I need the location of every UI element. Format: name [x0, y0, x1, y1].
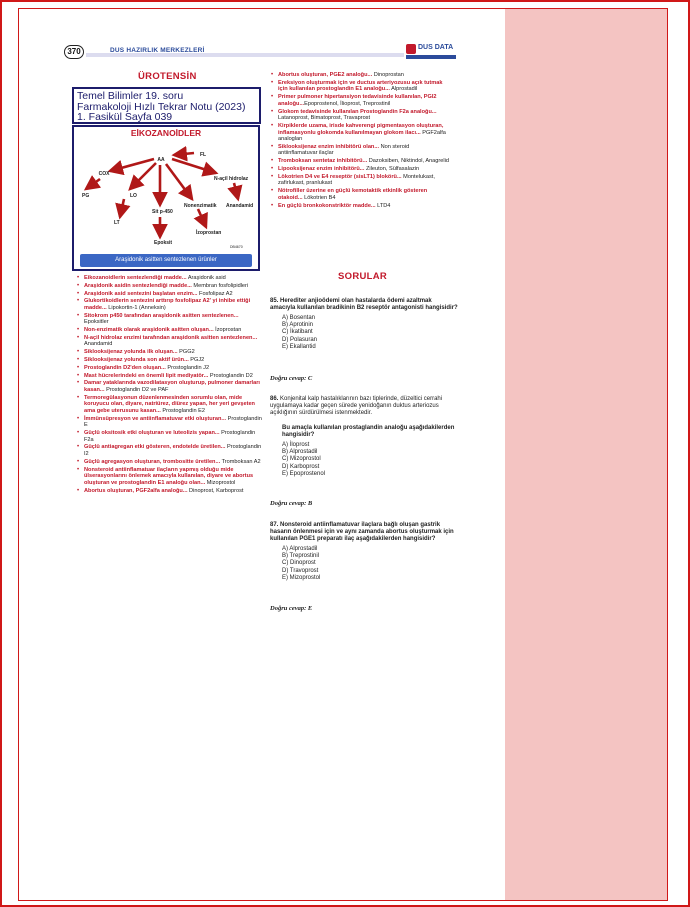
bullet-question: Siklooksijenaz yolunda son aktif ürün...	[84, 357, 189, 364]
bullet-answer: PGJ2	[188, 357, 205, 364]
bullet-question: Glukortikoidlerin sentezini arttırıp fosfolipaz A2' yi inhibe ettiği madde...	[84, 298, 251, 311]
option-c: C) İkatibant	[282, 329, 313, 336]
node-cyp: Sit p-450	[152, 209, 173, 215]
bullet-item	[270, 144, 450, 157]
bullet-question: Nonsteroid antiinflamatuar ilaçların yapmış olduğu mide ülserasyonlarını önlemek amacıyla kullanılan, diyare ve abortus oluşturan ve prostoglandin E1 analoğu olan...	[84, 466, 254, 486]
question-text: Nonsteroid antiinflamatuvar ilaçlara bağlı oluşan gastrik hasarın önlenmesi için ve aynı zamanda abortus oluşturmak için kullanılan PGE1 preparatı ilaç aşağıdakilerden hangisidir?	[270, 522, 454, 542]
bullet-question: İmmünsüpresyon ve antiinflamatuvar etki oluşturan...	[84, 415, 227, 422]
bullet-item	[76, 275, 262, 282]
question-87	[270, 522, 458, 582]
bullet-item	[76, 373, 262, 380]
bullet-item	[76, 488, 262, 495]
bullet-answer: Membran fosfolipidleri	[191, 282, 249, 289]
option-a: A) İloprost	[282, 442, 310, 448]
bullet-question: Non-enzimatik olarak araşidonik asitten oluşan...	[84, 327, 214, 334]
overlay-line-3: 1. Fasikül Sayfa 039	[77, 111, 173, 123]
bullet-answer: Araşidonik asid	[186, 275, 226, 281]
bullet-question: Güçlü oksitosik etki oluşturan ve luteolizis yapan...	[84, 430, 220, 437]
bullet-item	[76, 298, 262, 311]
overlay-line-2: Farmakoloji Hızlı Tekrar Notu (2023)	[77, 100, 246, 113]
question-86	[270, 396, 458, 478]
bullet-answer: Epoprostenol, İlioprost, Treprostinil	[304, 100, 391, 107]
option-e: E) Epoprostenol	[282, 470, 326, 477]
bullet-item	[270, 203, 450, 210]
option-a: A) Alprostadil	[282, 546, 318, 552]
bullet-answer: LTD4	[375, 202, 391, 209]
bullet-answer: Prostoglandin I2	[84, 444, 262, 458]
diagram-title: EİKOZANOİDLER	[130, 128, 202, 138]
option-d: D) Travoprost	[282, 567, 319, 574]
bullet-item	[270, 166, 450, 173]
bullet-answer: Prostoglandin E	[84, 415, 262, 429]
section-title-sorular: SORULAR	[338, 271, 388, 282]
bullet-question: Prostoglandin D2'den oluşan...	[84, 364, 166, 371]
bullet-answer: Latanoprost, Bimatoprost, Travaprost	[278, 115, 371, 122]
overlay-line-1: Temel Bilimler 19. soru	[77, 90, 184, 102]
question-text: Bu amaçla kullanılan prostaglandin analoğu aşağıdakilerden hangisidir?	[282, 425, 455, 438]
bullet-question: Lipooksijenaz enzim inhibitörü...	[278, 166, 365, 173]
bullet-item	[76, 313, 262, 326]
option-d: D) Karboprost	[282, 463, 320, 470]
publisher-logo	[406, 44, 456, 62]
bullet-answer: Prostoglandin D2	[208, 372, 253, 379]
bullet-item	[76, 416, 262, 429]
question-intro: Konjenital kalp hastalıklarının bazı tiplerinde, düzeltici cerrahi uygulamaya kadar geçen sürede yenidoğanın duktus arteriozus açıklığının sürdürülmesi istenmektedir.	[270, 396, 443, 416]
reference-overlay-box	[72, 87, 261, 124]
option-b: B) Alprostadil	[282, 449, 318, 456]
option-b: B) Aprotinin	[282, 322, 314, 329]
bullet-answer: Lipokortin-1 (Anneksin)	[106, 304, 166, 311]
bullet-question: Siklooksijenaz enzim inhibitörü olan...	[278, 143, 380, 150]
section-title-urotensin: ÜROTENSİN	[138, 71, 197, 82]
bullet-question: Araşidonik asidin sentezlendiği madde...	[84, 282, 192, 289]
bullet-question: Güçlü antiagregan etki gösteren, endotelde üretilen...	[84, 444, 226, 451]
bullet-question: Mast hücrelerindeki en önemli lipit mediyatör...	[84, 372, 209, 379]
right-bullet-list	[270, 72, 450, 210]
bullet-answer: Alprostadil	[389, 86, 418, 93]
question-85	[270, 298, 458, 351]
bullet-item	[76, 395, 262, 415]
question-number: 86.	[270, 396, 279, 402]
arrow-aa-cox	[110, 159, 154, 171]
bullet-item	[270, 109, 450, 122]
bullet-answer: Zileuton, Sülfasalazin	[364, 166, 420, 173]
logo-text: DUS DATA	[418, 44, 454, 51]
eicosanoid-diagram-svg	[74, 127, 258, 269]
bullet-item	[76, 357, 262, 364]
bullet-answer: İzoprostan	[213, 327, 242, 334]
question-number: 85.	[270, 298, 279, 304]
question-number: 87.	[270, 522, 279, 528]
bullet-item	[76, 380, 262, 393]
bullet-item	[76, 467, 262, 487]
bullet-answer: Mizoprostol	[205, 479, 236, 486]
node-cox: COX	[98, 171, 110, 177]
bullet-answer: Tromboksan A2	[220, 458, 261, 465]
bullet-question: Termoregülasyonun düzenlenmesinden sorumlu olan, mide koruyucu olan, diyare, natriürez, diürez yapan, her yeri gevşeten ama gebe uterusunu kasan...	[84, 394, 255, 414]
bullet-answer: Montelukast, zafirlukast, pranlukast	[278, 173, 435, 187]
bullet-item	[76, 335, 262, 348]
node-aa: AA	[157, 157, 165, 163]
bullet-question: Lökotrien D4 ve E4 reseptör (sisLT1) blokörü...	[278, 173, 402, 180]
arrow-nonenz-izop	[198, 209, 206, 227]
answer-85: Doğru cevap: C	[270, 375, 313, 382]
node-nonenz: Nonenzimatik	[184, 203, 217, 209]
bullet-item	[270, 188, 450, 201]
bullet-question: Sitokrom p450 tarafından araşidonik asitten sentezlenen...	[84, 312, 239, 319]
bullet-answer: Prostoglandin D2 ve PAF	[104, 386, 169, 393]
pink-side-panel	[505, 9, 667, 900]
bullet-question: Siklooksijenaz yolunda ilk oluşan...	[84, 349, 178, 356]
bullet-answer: Dinoprost, Karboprost	[187, 487, 244, 494]
node-epok: Epoksit	[154, 240, 173, 246]
node-lo: LO	[130, 193, 137, 199]
bullet-question: Primer pulmoner hipertansiyon tedavisinde kullanılan, PGI2 analoğu...	[278, 94, 437, 107]
bullet-answer: Non steroid antiinflamatuvar ilaçlar	[278, 143, 410, 157]
bullet-item	[76, 365, 262, 372]
eicosanoid-diagram	[72, 125, 260, 271]
bullet-answer: Lökotrien B4	[302, 194, 336, 201]
bullet-answer: PGF2alfa analogları	[278, 129, 446, 143]
arrow-aa-lo	[130, 163, 156, 189]
bullet-question: Eikozanoidlerin sentezlendiği madde...	[84, 275, 187, 281]
option-b: B) Treprostinil	[282, 553, 320, 560]
bullet-item	[76, 283, 262, 290]
arrow-aa-nacyl	[172, 159, 216, 173]
bullet-answer: Dazoksiben, Niktindol, Anagrelid	[367, 158, 449, 165]
left-bullet-list	[76, 275, 262, 495]
bullet-item	[270, 123, 450, 143]
bullet-item	[76, 291, 262, 298]
header-title: DUS HAZIRLIK MERKEZLERİ	[110, 47, 205, 54]
bullet-question: Araşidonik asid sentezini başlatan enzim...	[84, 290, 198, 297]
bullet-question: Damar yataklarında vazodilatasyon oluşturup, pulmoner damarları kasan...	[84, 380, 260, 393]
bullet-answer: PGG2	[177, 349, 195, 356]
bullet-answer: Dinoprostan	[372, 72, 404, 78]
bullet-item	[76, 349, 262, 356]
bullet-question: Ereksiyon oluşturmak için ve ductus arteriyozusu açık tutmak için kullanılan prostoglandin E1 analoğu...	[278, 79, 443, 93]
option-a: A) Bosentan	[282, 315, 316, 321]
bullet-item	[270, 158, 450, 165]
bullet-question: N-açil hidrolaz enzimi tarafından araşidonik asitten sentezlenen...	[84, 334, 258, 341]
arrow-fl-aa	[174, 153, 194, 155]
bullet-question: Glokom tedavisinde kullanılan Prostoglandin F2a analoğu...	[278, 108, 437, 115]
bullet-answer: Prostoglandin J2	[165, 364, 210, 371]
bullet-item	[76, 444, 262, 457]
bullet-question: En güçlü bronkokonstriktör madde...	[278, 202, 376, 209]
bullet-answer: Epoksitler	[84, 319, 109, 326]
arrow-cox-pg	[86, 179, 100, 189]
node-nacyl: N-açil hidrolaz	[214, 176, 249, 182]
arrow-lo-lt	[120, 199, 124, 217]
arrow-aa-nonenz	[166, 164, 192, 199]
bullet-answer: Anandamid	[84, 341, 113, 348]
bullet-item	[76, 430, 262, 443]
bullet-answer: Fosfolipaz A2	[197, 290, 233, 297]
node-pg: PG	[82, 193, 90, 199]
bullet-question: Nötrofiller üzerine en güçlü kemotaktik etkinlik gösteren otakoid...	[278, 188, 428, 201]
node-fl: FL	[200, 152, 207, 158]
bullet-question: Abortus oluşturan, PGF2alfa analoğu...	[84, 487, 188, 494]
answer-86: Doğru cevap: B	[270, 500, 313, 507]
question-text: Herediter anjioödemi olan hastalarda ödemi azaltmak amacıyla kullanılan bradikinin B2 reseptör antagonisti hangisidir?	[270, 298, 458, 311]
diagram-caption: Araşidonik asitten sentezlenen ürünler	[80, 254, 252, 267]
answer-87: Doğru cevap: E	[270, 605, 313, 612]
node-lt: LT	[114, 220, 120, 226]
node-anand: Anandamid	[226, 203, 254, 209]
logo-underline	[406, 55, 456, 59]
option-d: D) Polasuran	[282, 336, 318, 343]
bullet-item	[270, 94, 450, 107]
bullet-question: Güçlü agregasyon oluşturan, trombositte üretilen...	[84, 458, 221, 465]
page-number: 370	[64, 45, 84, 59]
bullet-question: Tromboksan sentetaz inhibitörü...	[278, 158, 368, 165]
bullet-item	[270, 174, 450, 187]
node-izop: İzoprostan	[196, 230, 222, 236]
option-c: C) Mizoprostol	[282, 456, 321, 463]
bullet-item	[76, 459, 262, 466]
bullet-question: Kirpiklerde uzama, irisde kahverengi pigmentasyon oluşturan, inflamasyonlu glokomda kullanılmayan glokom ilacı...	[278, 122, 444, 136]
bullet-answer: Prostoglandin F2a	[84, 430, 256, 443]
option-e: E) Mizoprostol	[282, 574, 321, 581]
bullet-item	[270, 80, 450, 93]
bullet-answer: Prostoglandin E2	[160, 407, 205, 414]
arrow-nacyl-anand	[234, 183, 238, 199]
option-e: E) Ekallantid	[282, 343, 316, 350]
bullet-question: Abortus oluşturan, PGE2 analoğu...	[278, 72, 373, 78]
bullet-item	[270, 72, 450, 79]
logo-mark-icon	[406, 44, 416, 54]
diagram-code: DB4670	[230, 245, 243, 249]
bullet-item	[76, 327, 262, 334]
option-c: C) Dinoprost	[282, 560, 316, 567]
